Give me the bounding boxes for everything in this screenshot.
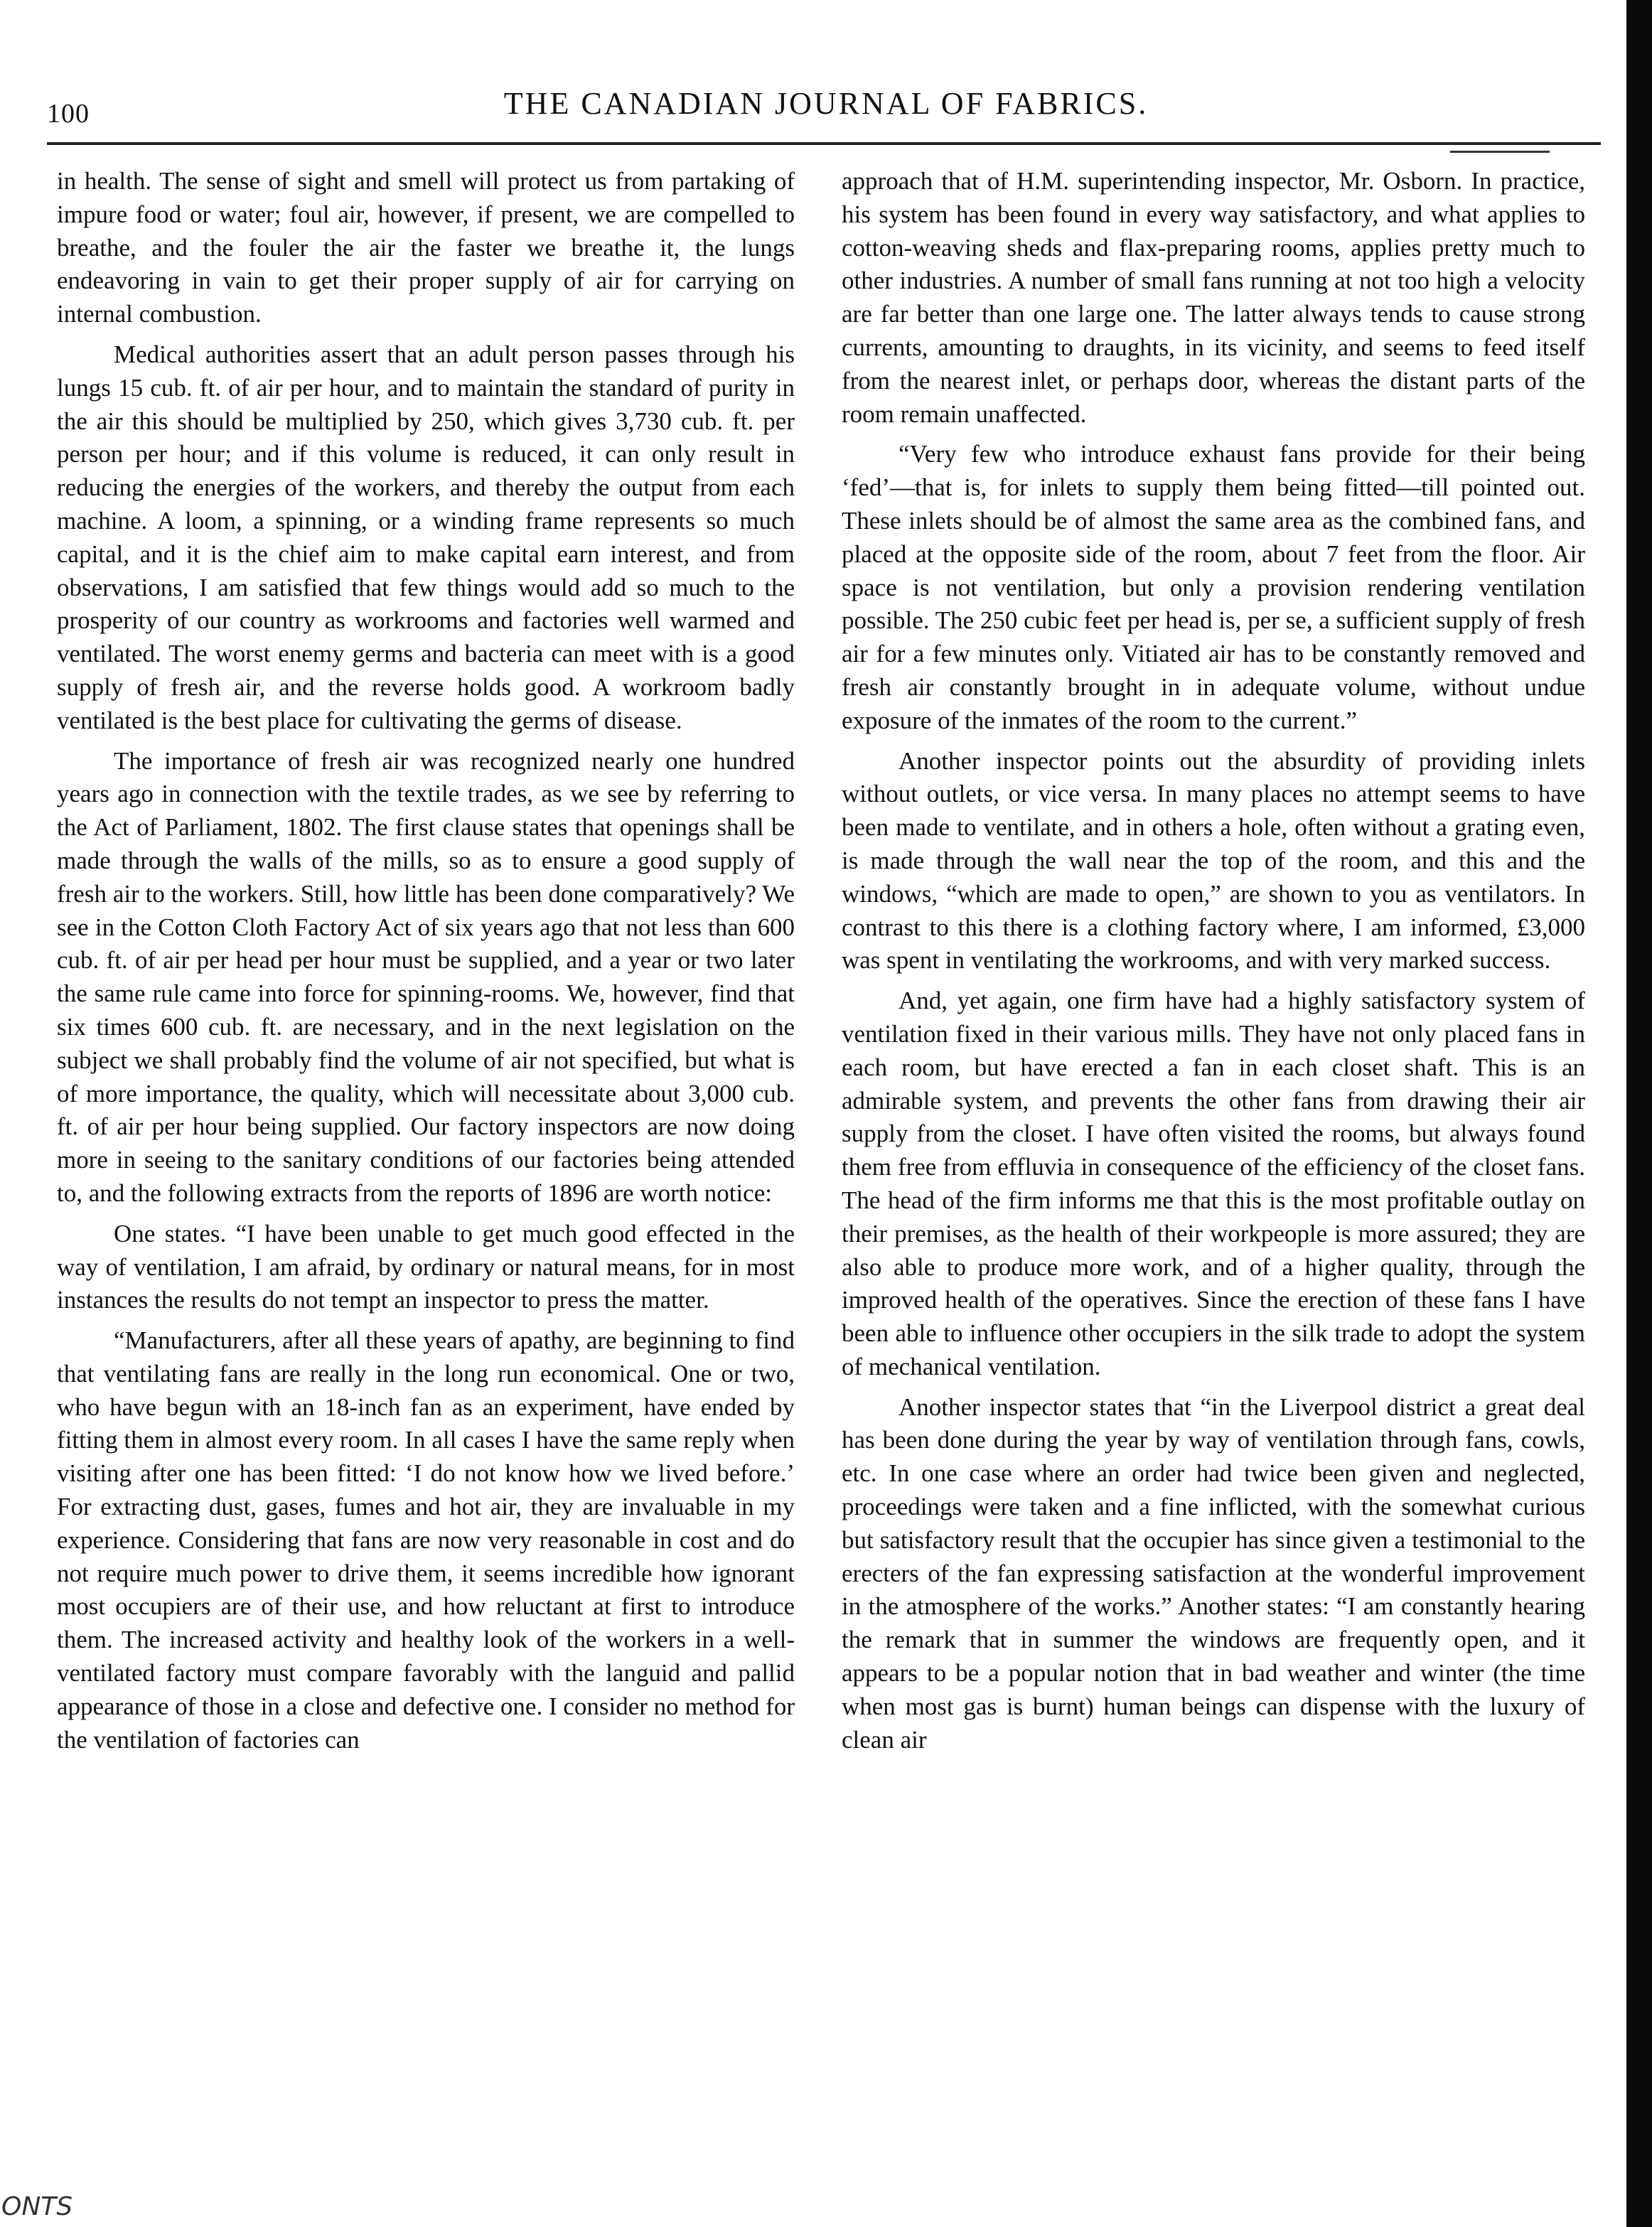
- journal-title: THE CANADIAN JOURNAL OF FABRICS.: [503, 86, 1149, 121]
- header-rule: [47, 142, 1601, 145]
- paragraph: approach that of H.M. superintending inspector, Mr. Osborn. In practice, his system has been found in every way satisfactory, and what applies to cotton-weaving sheds and flax-preparing rooms, applies pretty much to other industries. A number of small fans running at not too high a velocity are far better than one large one. The latter always tends to cause strong currents, amounting to draughts, in its vicinity, and seems to feed itself from the nearest inlet, or perhaps door, whereas the distant parts of the room remain unaffected.: [842, 167, 1585, 428]
- right-column: [842, 165, 1585, 1764]
- paragraph: And, yet again, one firm have had a highly satisfactory system of ventilation fixed in their various mills. They have not only placed fans in each room, but have erected a fan in each closet shaft. This is an admirable system, and prevents the other fans from drawing their air supply from the closet. I have often visited the rooms, but always found them free from effluvia in consequence of the efficiency of the closet fans. The head of the firm informs me that this is the most profitable outlay on their premises, as the health of their workpeople is more assured; they are also able to produce more work, and of a higher quality, through the improved health of the operatives. Since the erection of these fans I have been able to influence other occupiers in the silk trade to adopt the system of mechanical ventilation.: [842, 987, 1585, 1380]
- paragraph: “Manufacturers, after all these years of apathy, are beginning to find that ventilating fans are really in the long run economical. One or two, who have begun with an 18-inch fan as an experiment, have ended by fitting them in almost every room. In all cases I have the same reply when visiting after one has been fitted: ‘I do not know how we lived before.’ For extracting dust, gases, fumes and hot air, they are invaluable in my experience. Considering that fans are now very reasonable in cost and do not require much power to drive them, it seems incredible how ignorant most occupiers are of their use, and how reluctant at first to introduce them. The increased activity and healthy look of the workers in a well-ventilated factory must compare favorably with the languid and pallid appearance of those in a close and defective one. I consider no method for the ventilation of factories can: [57, 1326, 795, 1754]
- paragraph: Medical authorities assert that an adult person passes through his lungs 15 cub. ft. of air per hour, and to maintain the standard of purity in the air this should be multiplied by 250, which gives 3,730 cub. ft. per person per hour; and if this volume is reduced, it can only result in reducing the energies of the workers, and thereby the output from each machine. A loom, a spinning, or a winding frame represents so much capital, and it is the chief aim to make capital earn interest, and from observations, I am satisfied that few things would add so much to the prosperity of our country as workrooms and factories well warmed and ventilated. The worst enemy germs and bacteria can meet with is a good supply of fresh air, and the reverse holds good. A workroom badly ventilated is the best place for cultivating the germs of disease.: [57, 340, 795, 734]
- binding-edge: [1626, 0, 1652, 2227]
- paragraph: “Very few who introduce exhaust fans provide for their being ‘fed’—that is, for inlets to supply them being fitted—till pointed out. These inlets should be of almost the same area as the combined fans, and placed at the opposite side of the room, about 7 feet from the floor. Air space is not ventilation, but only a provision rendering ventilation possible. The 250 cubic feet per head is, per se, a sufficient supply of fresh air for a few minutes only. Vitiated air has to be constantly removed and fresh air constantly brought in in adequate volume, without undue exposure of the inmates of the room to the current.”: [842, 440, 1585, 734]
- paragraph: Another inspector points out the absurdity of providing inlets without outlets, or vice versa. In many places no attempt seems to have been made to ventilate, and in others a hole, often without a grating even, is made through the wall near the top of the room, and this and the windows, “which are made to open,” are shown to you as ventilators. In contrast to this there is a clothing factory where, I am informed, £3,000 was spent in ventilating the workrooms, and with very marked success.: [842, 746, 1585, 975]
- left-column: [57, 165, 795, 1764]
- margin-stamp: ONTS: [1, 2192, 73, 2221]
- paragraph: One states. “I have been unable to get much good effected in the way of ventilation, I am afraid, by ordinary or natural means, for in most instances the results do not tempt an inspector to press the matter.: [57, 1219, 795, 1314]
- paragraph: Another inspector states that “in the Liverpool district a great deal has been done during the year by way of ventilation through fans, cowls, etc. In one case where an order had twice been given and neglected, proceedings were taken and a fine inflicted, with the somewhat curious but satisfactory result that the occupier has since given a testimonial to the erecters of the fan expressing satisfaction at the wonderful improvement in the atmosphere of the works.” Another states: “I am constantly hearing the remark that in summer the windows are frequently open, and it appears to be a popular notion that in bad weather and winter (the time when most gas is burnt) human beings can dispense with the luxury of clean air: [842, 1392, 1585, 1754]
- paragraph: The importance of fresh air was recognized nearly one hundred years ago in connection with the textile trades, as we see by referring to the Act of Parliament, 1802. The first clause states that openings shall be made through the walls of the mills, so as to ensure a good supply of fresh air to the workers. Still, how little has been done comparatively? We see in the Cotton Cloth Factory Act of six years ago that not less than 600 cub. ft. of air per head per hour must be supplied, and a year or two later the same rule came into force for spinning-rooms. We, however, find that six times 600 cub. ft. are necessary, and in the next legislation on the subject we shall probably find the volume of air not specified, but what is of more importance, the quality, which will necessitate about 3,000 cub. ft. of air per hour being supplied. Our factory inspectors are now doing more in seeing to the sanitary conditions of our factories being attended to, and the following extracts from the reports of 1896 are worth notice:: [57, 746, 795, 1207]
- page-number: 100: [47, 99, 90, 129]
- paragraph: in health. The sense of sight and smell will protect us from partaking of impure food or water; foul air, however, if present, we are compelled to breathe, and the fouler the air the faster we breathe it, the lungs endeavoring in vain to get their proper supply of air for carrying on internal combustion.: [57, 167, 795, 328]
- header-rule-short: [1450, 151, 1550, 153]
